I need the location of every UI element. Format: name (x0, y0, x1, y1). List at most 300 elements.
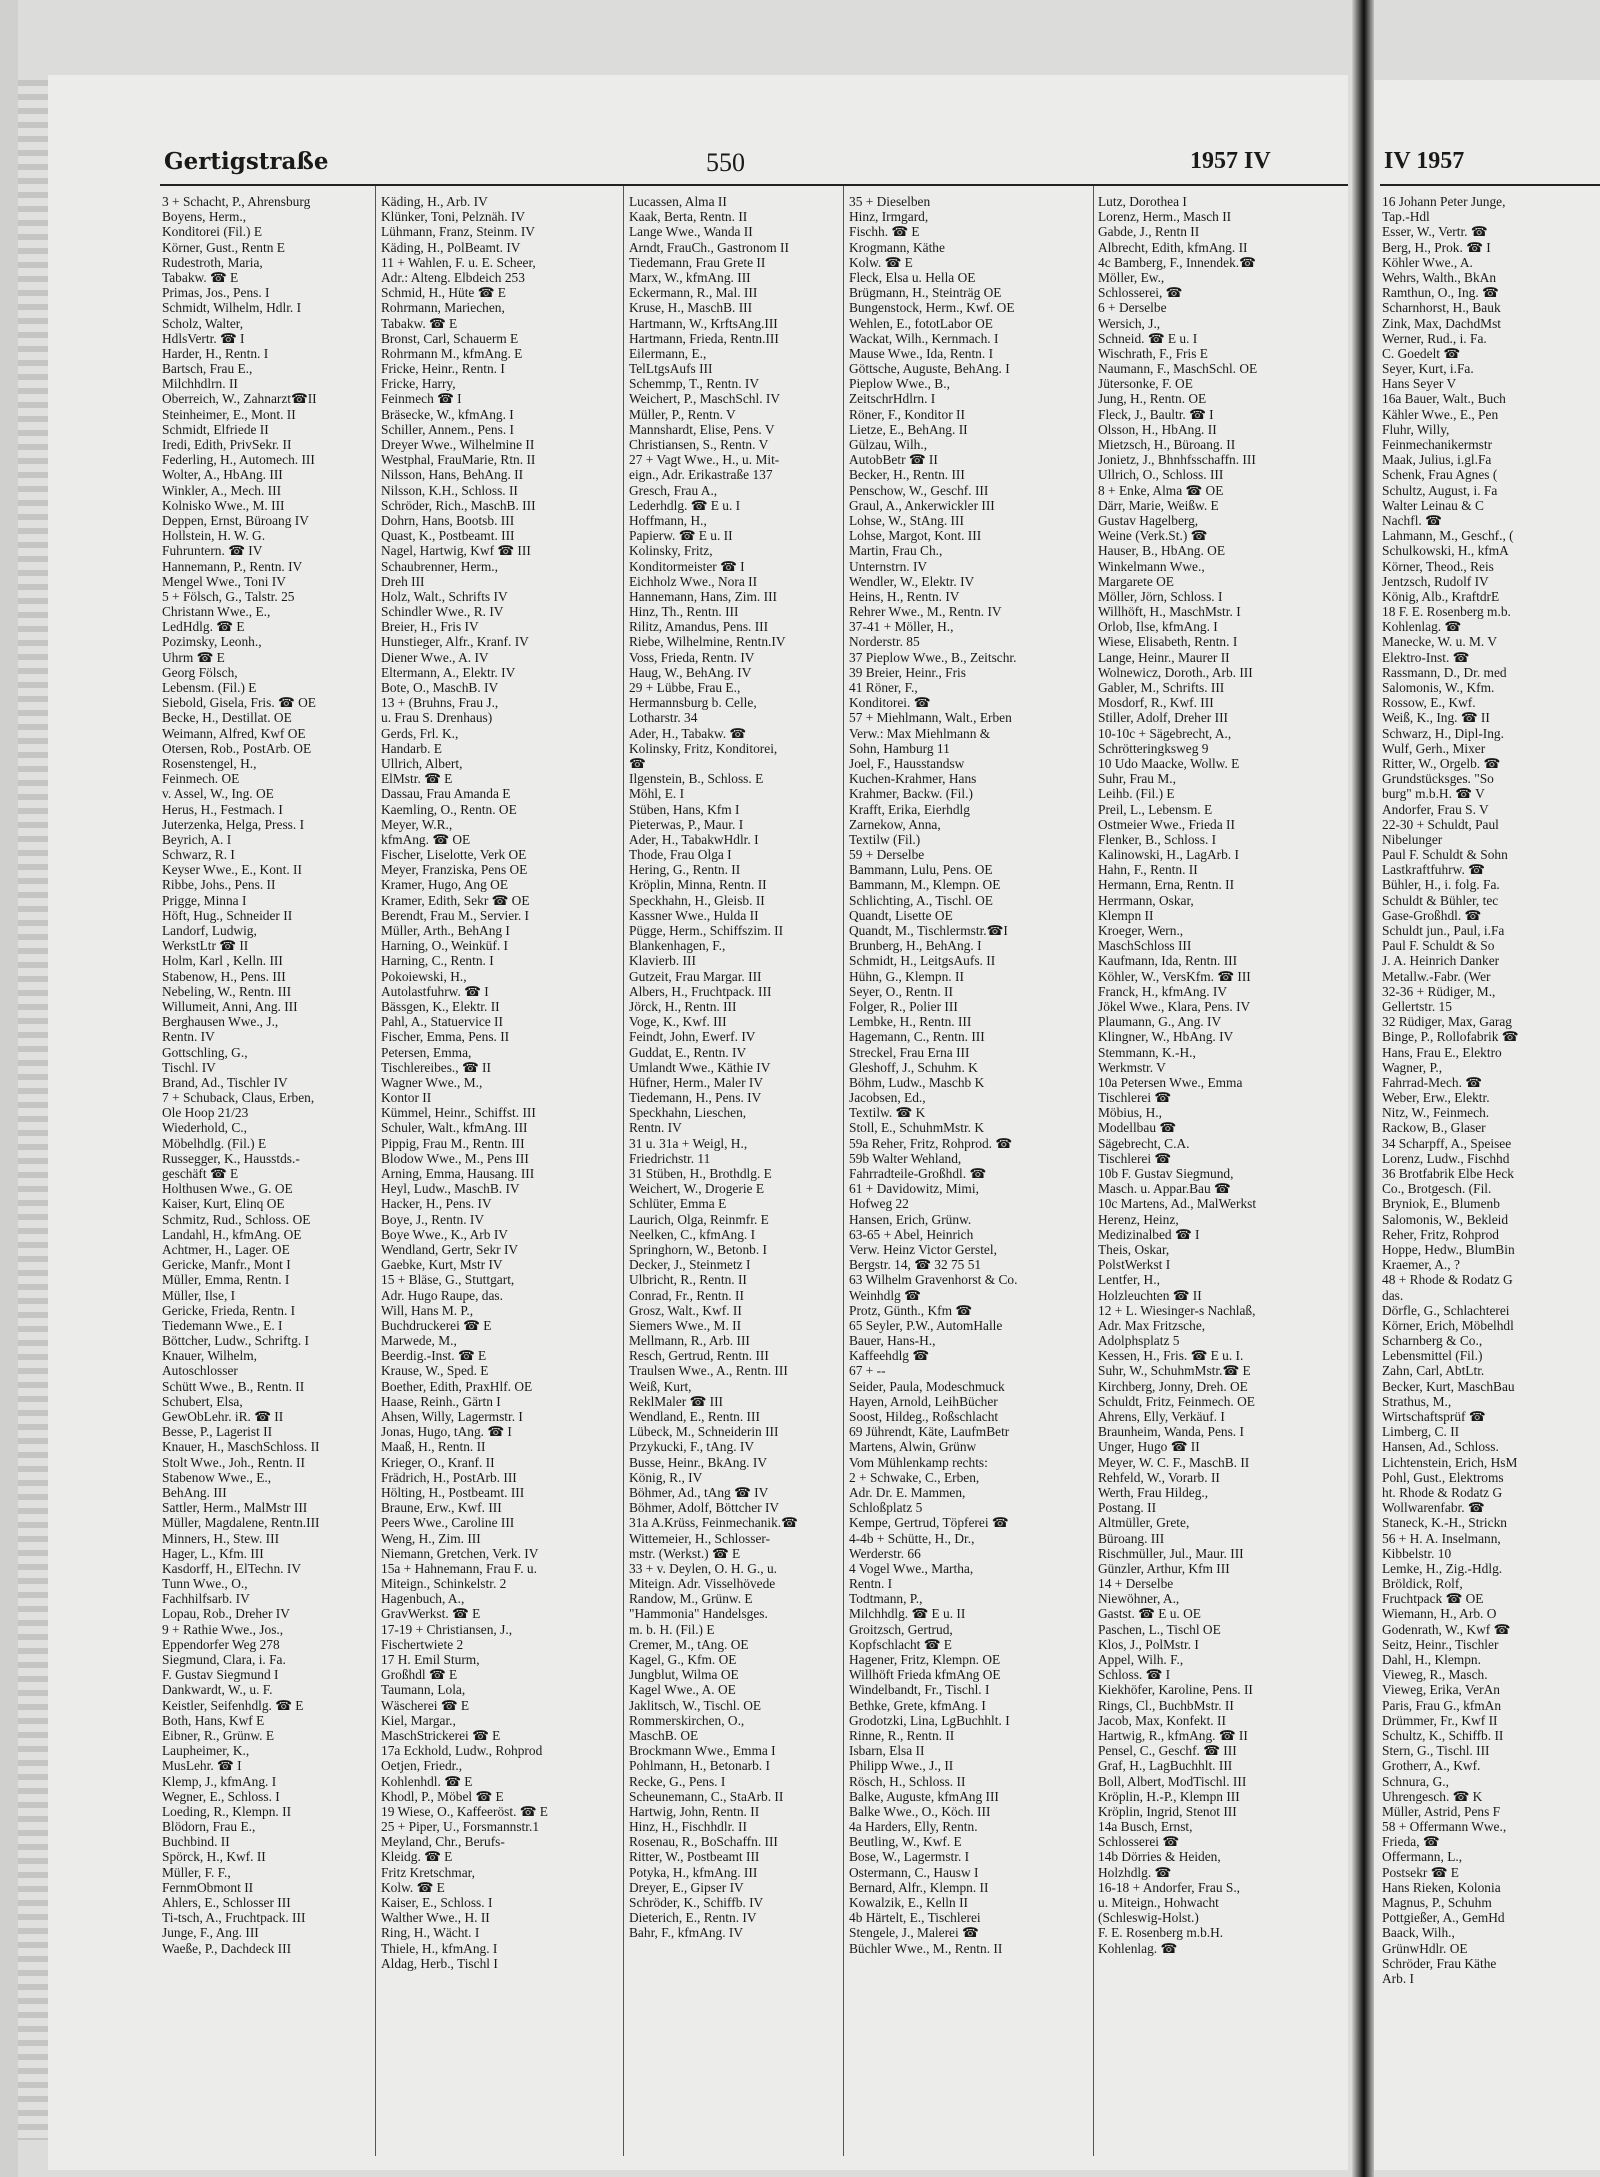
directory-entry-line: Staneck, K.-H., Strickn (1382, 1515, 1507, 1531)
directory-entry-line: Becker, Kurt, MaschBau (1382, 1378, 1515, 1394)
directory-entry-line: Frädrich, H., PostArb. III (381, 1469, 517, 1485)
directory-entry-line: Co., Brotgesch. (Fil. (1382, 1181, 1492, 1197)
directory-entry-line: Rehrer Wwe., M., Rentn. IV (849, 604, 1002, 620)
directory-entry-line: Stiller, Adolf, Dreher III (1098, 710, 1228, 726)
directory-entry-line: 32-36 + Rüdiger, M., (1382, 983, 1496, 999)
directory-entry-line: Jonas, Hugo, tAng. ☎ I (381, 1424, 512, 1440)
directory-entry-line: Nebeling, W., Rentn. III (162, 983, 292, 999)
directory-entry-line: Hahn, F., Rentn. II (1098, 862, 1198, 878)
directory-entry-line: Müller, Magdalene, Rentn.III (162, 1515, 320, 1531)
directory-entry-line: Gellertstr. 15 (1382, 998, 1452, 1014)
directory-entry-line: Tabakw. ☎ E (162, 269, 239, 285)
directory-entry-line: Boether, Edith, PraxHlf. OE (381, 1378, 533, 1394)
directory-entry-line: Jaklitsch, W., Tischl. OE (629, 1697, 762, 1713)
directory-entry-line: 4 Vogel Wwe., Martha, (849, 1560, 974, 1576)
directory-entry-line: Textilw. ☎ K (849, 1105, 926, 1121)
directory-entry-line: "Hammonia" Handelsges. (629, 1606, 768, 1622)
directory-entry-line: Hüfner, Herm., Maler IV (629, 1074, 764, 1090)
directory-entry-line: 4a Harders, Elly, Rentn. (849, 1819, 978, 1835)
directory-entry-line: Buchdruckerei ☎ E (381, 1317, 492, 1333)
directory-entry-line: Wiemann, H., Arb. O (1382, 1606, 1497, 1622)
directory-entry-line: Seyer, O., Rentn. II (849, 983, 953, 999)
directory-entry-line: Friedrichstr. 11 (629, 1150, 711, 1166)
directory-entry-line: Nachfl. ☎ (1382, 512, 1442, 528)
directory-entry-line: Wagner Wwe., M., (381, 1074, 483, 1090)
directory-entry-line: Bühler, H., i. folg. Fa. (1382, 877, 1500, 893)
directory-entry-line: Nilsson, Hans, BehAng. II (381, 467, 524, 483)
directory-entry-line: Guddat, E., Rentn. IV (629, 1044, 747, 1060)
directory-entry-line: Marwede, M., (381, 1333, 457, 1349)
directory-entry-line: 10a Petersen Wwe., Emma (1098, 1074, 1243, 1090)
directory-entry-line: Holthusen Wwe., G. OE (162, 1181, 293, 1197)
directory-entry-line: Maak, Julius, i.gl.Fa (1382, 452, 1492, 468)
directory-entry-line: 57 + Miehlmann, Walt., Erben (849, 710, 1012, 726)
page-edge (0, 0, 18, 2177)
directory-entry-line: Thiele, H., kfmAng. I (381, 1940, 498, 1956)
directory-entry-line: Hinz, Irmgard, (849, 209, 929, 225)
directory-entry-line: Möbelhdlg. (Fil.) E (162, 1135, 267, 1151)
directory-entry-line: Schindler Wwe., R. IV (381, 604, 504, 620)
directory-entry-line: Willhöft, H., MaschMstr. I (1098, 604, 1241, 620)
directory-entry-line: Klos, J., PolMstr. I (1098, 1636, 1199, 1652)
directory-entry-line: Müller, Arth., BehAng I (381, 923, 510, 938)
directory-entry-line: Franck, H., kfmAng. IV (1098, 983, 1228, 999)
directory-entry-line: Fricke, Heinr., Rentn. I (381, 361, 505, 377)
directory-entry-line: GrünwHdlr. OE (1382, 1940, 1468, 1956)
directory-entry-line: m. b. H. (Fil.) E (629, 1621, 715, 1637)
directory-entry-line: Konditormeister ☎ I (629, 558, 745, 574)
directory-entry-line: Salomonis, W., Kfm. (1382, 680, 1495, 695)
directory-entry-line: Lübeck, M., Schneiderin III (629, 1424, 779, 1440)
directory-entry-line: Feinmechanikermstr (1382, 437, 1493, 452)
directory-entry-line: 3 + Schacht, P., Ahrensburg (162, 194, 311, 209)
directory-entry-line: Pieterwas, P., Maur. I (629, 816, 744, 832)
directory-entry-line: Büroang. III (1098, 1530, 1165, 1546)
directory-entry-line: Ritter, W., Postbeamt III (629, 1849, 760, 1865)
directory-entry-line: WerkstLtr ☎ II (162, 938, 249, 954)
directory-entry-line: Haase, Reinh., Gärtn I (381, 1393, 501, 1409)
directory-entry-line: König, Alb., KraftdrE (1382, 588, 1500, 604)
directory-entry-line: Kohlenhdl. ☎ E (381, 1773, 473, 1789)
directory-entry-line: Rehfeld, W., Vorarb. II (1098, 1469, 1220, 1485)
directory-entry-line: Schmidt, Elfriede II (162, 421, 269, 437)
directory-entry-line: Will, Hans M. P., (381, 1302, 474, 1318)
directory-entry-line: Arning, Emma, Hausang. III (381, 1166, 535, 1181)
directory-entry-line: Busse, Heinr., BkAng. IV (629, 1454, 767, 1470)
directory-entry-line: Lotharstr. 34 (629, 710, 698, 726)
directory-entry-line: Rischmüller, Jul., Maur. III (1098, 1545, 1244, 1561)
directory-entry-line: 36 Brotfabrik Elbe Heck (1382, 1166, 1515, 1181)
directory-entry-line: Rackow, B., Glaser (1382, 1120, 1486, 1136)
directory-entry-line: Kuchen-Krahmer, Hans (849, 771, 977, 787)
directory-entry-line: Keyser Wwe., E., Kont. II (162, 862, 302, 878)
directory-entry-line: Meyer, W. C. F., MaschB. II (1098, 1454, 1250, 1470)
directory-entry-line: MaschStrickerei ☎ E (381, 1727, 501, 1743)
directory-entry-line: 25 + Piper, U., Forsmannstr.1 (381, 1819, 540, 1835)
directory-entry-line: Siemers Wwe., M. II (629, 1317, 742, 1333)
directory-entry-line: Gase-Großhdl. ☎ (1382, 907, 1482, 923)
directory-entry-line: Grundstücksges. "So (1382, 771, 1494, 787)
directory-entry-line: Todtmann, P., (849, 1591, 923, 1607)
directory-entry-line: Offermann, L., (1382, 1849, 1463, 1865)
directory-entry-line: Hagemann, C., Rentn. III (849, 1029, 985, 1045)
directory-entry-line: Ader, H., Tabakw. ☎ (629, 725, 747, 741)
directory-entry-line: Martin, Frau Ch., (849, 543, 943, 559)
directory-entry-line: Waeße, P., Dachdeck III (162, 1940, 292, 1956)
directory-entry-line: Randow, M., Grünw. E (629, 1591, 753, 1607)
directory-entry-line: Nilsson, K.H., Schloss. II (381, 482, 518, 498)
directory-entry-line: Seitz, Heinr., Tischler (1382, 1636, 1499, 1652)
directory-entry-line: Mietzsch, H., Büroang. II (1098, 437, 1236, 452)
directory-entry-line: Kolw. ☎ E (381, 1879, 445, 1895)
directory-entry-line: Binge, P., Rollofabrik ☎ (1382, 1029, 1519, 1045)
directory-entry-line: Milchhdlg. ☎ E u. II (849, 1606, 966, 1622)
directory-entry-line: Tunn Wwe., O., (162, 1576, 248, 1592)
directory-entry-line: Verw.: Max Miehlmann & (849, 725, 991, 741)
directory-entry-line: Gaebke, Kurt, Mstr IV (381, 1257, 503, 1273)
directory-entry-line: Kröplin, Ingrid, Stenot III (1098, 1803, 1237, 1819)
directory-entry-line: Pügge, Herm., Schiffszim. II (629, 923, 784, 938)
directory-entry-line: Windelbandt, Fr., Tischl. I (849, 1682, 990, 1698)
directory-entry-line: Gabler, M., Schrifts. III (1098, 680, 1225, 695)
directory-entry-line: Esser, W., Vertr. ☎ (1382, 224, 1488, 240)
directory-entry-line: Sohn, Hamburg 11 (849, 740, 950, 756)
directory-entry-line: Speckhahn, H., Gleisb. II (629, 892, 765, 908)
directory-entry-line: Eibner, R., Grünw. E (162, 1727, 275, 1743)
directory-entry-line: Hagenbuch, A., (381, 1591, 465, 1607)
directory-entry-line: Ti-tsch, A., Fruchtpack. III (162, 1910, 306, 1926)
directory-entry-line: 37-41 + Möller, H., (849, 619, 954, 635)
directory-entry-line: ☎ (629, 755, 646, 771)
directory-entry-line: Thode, Frau Olga I (629, 847, 732, 863)
directory-entry-line: Eckermann, R., Mal. III (629, 285, 758, 301)
directory-entry-line: Schröder, Rich., MaschB. III (381, 497, 536, 513)
directory-entry-line: Tischl. IV (162, 1059, 216, 1075)
directory-entry-line: 56 + H. A. Inselmann, (1382, 1530, 1501, 1546)
directory-entry-line: Westphal, FrauMarie, Rtn. II (381, 452, 536, 468)
directory-entry-line: Both, Hans, Kwf E (162, 1712, 265, 1728)
directory-entry-line: Bronst, Carl, Schauerm E (381, 330, 519, 346)
directory-entry-line: das. (1382, 1287, 1404, 1303)
directory-entry-line: Günzler, Arthur, Kfm III (1098, 1560, 1230, 1576)
directory-entry-line: Weichert, W., Drogerie E (629, 1181, 765, 1197)
directory-entry-line: Werth, Frau Hildeg., (1098, 1484, 1209, 1500)
directory-entry-line: Fleck, Elsa u. Hella OE (849, 269, 976, 285)
directory-entry-line: Stengele, J., Malerei ☎ (849, 1925, 979, 1941)
directory-entry-line: Maaß, H., Rentn. II (381, 1439, 486, 1455)
directory-entry-line: Baack, Wilh., (1382, 1925, 1455, 1941)
directory-entry-line: Brockmann Wwe., Emma I (629, 1743, 776, 1759)
directory-entry-line: Drümmer, Fr., Kwf II (1382, 1712, 1498, 1728)
directory-entry-line: Fruchtpack ☎ OE (1382, 1591, 1484, 1607)
directory-entry-line: Werderstr. 66 (849, 1545, 921, 1561)
directory-entry-line: Klingner, W., HbAng. IV (1098, 1029, 1234, 1045)
directory-entry-line: Kaiser, E., Schloss. I (381, 1895, 493, 1910)
directory-entry-line: Suhr, W., SchuhmMstr.☎ E (1098, 1363, 1251, 1379)
directory-entry-line: Boll, Albert, ModTischl. III (1098, 1773, 1247, 1789)
directory-entry-line: 6 + Derselbe (1098, 300, 1167, 316)
directory-entry-line: Aldag, Herb., Tischl I (381, 1955, 498, 1971)
directory-entry-line: Lahmann, M., Geschf., ( (1382, 528, 1514, 544)
directory-entry-line: Lentfer, H., (1098, 1272, 1160, 1288)
directory-entry-line: Lichtenstein, Erich, HsM (1382, 1454, 1518, 1470)
directory-entry-line: Krafft, Erika, Eierhdlg (849, 801, 970, 817)
directory-entry-line: Philipp Wwe., J., II (849, 1758, 954, 1774)
directory-entry-line: mstr. (Werkst.) ☎ E (629, 1545, 741, 1561)
directory-entry-line: Ahrens, Elly, Verkäuf. I (1098, 1409, 1225, 1424)
directory-entry-line: Graul, A., Ankerwickler III (849, 497, 995, 513)
directory-entry-line: u. Frau S. Drenhaus) (381, 710, 493, 726)
directory-entry-line: Gleshoff, J., Schuhm. K (849, 1059, 978, 1075)
directory-entry-line: Miteign. Adr. Visselhövede (629, 1576, 776, 1592)
directory-entry-line: Fischh. ☎ E (849, 224, 920, 240)
directory-entry-line: Schmidt, H., LeitgsAufs. II (849, 953, 996, 969)
directory-entry-line: Diener Wwe., A. IV (381, 649, 489, 665)
directory-entry-line: Siegmund, Clara, i. Fa. (162, 1652, 286, 1667)
directory-entry-line: Pahl, A., Statuervice II (381, 1014, 503, 1030)
directory-entry-line: Kaffeehdlg ☎ (849, 1348, 930, 1364)
directory-entry-line: Kruse, H., MaschB. III (629, 300, 753, 316)
directory-entry-line: Schuldt, Fritz, Feinmech. OE (1098, 1393, 1255, 1409)
directory-entry-line: Kiekhöfer, Karoline, Pens. II (1098, 1682, 1253, 1698)
directory-entry-line: Lastkraftfuhrw. ☎ (1382, 862, 1485, 878)
directory-entry-line: Dassau, Frau Amanda E (381, 786, 511, 802)
directory-entry-line: 27 + Vagt Wwe., H., u. Mit- (629, 452, 780, 468)
directory-entry-line: Appel, Wilh. F., (1098, 1652, 1184, 1667)
directory-entry-line: Penschow, W., Geschf. III (849, 482, 989, 498)
directory-entry-line: Vieweg, R., Masch. (1382, 1667, 1488, 1683)
directory-entry-line: TelLtgsAufs III (629, 361, 713, 377)
directory-column-2 (381, 194, 619, 2154)
directory-entry-line: Hermann, Erna, Rentn. II (1098, 877, 1235, 893)
directory-entry-line: Schemmp, T., Rentn. IV (629, 376, 760, 392)
directory-entry-line: Winkler, A., Mech. III (162, 482, 282, 498)
directory-entry-line: Magnus, P., Schuhm (1382, 1895, 1492, 1910)
directory-entry-line: 4b Härtelt, E., Tischlerei (849, 1910, 981, 1926)
directory-entry-line: Dahl, H., Klempn. (1382, 1652, 1481, 1667)
page-number: 550 (706, 148, 745, 177)
directory-entry-line: Hinz, H., Fischhdlr. II (629, 1819, 747, 1835)
directory-entry-line: Federling, H., Automech. III (162, 452, 315, 468)
directory-entry-line: Hans, Frau E., Elektro (1382, 1044, 1502, 1060)
directory-entry-line: Kaak, Berta, Rentn. II (629, 209, 748, 225)
directory-entry-line: Martens, Alwin, Grünw (849, 1439, 977, 1455)
directory-entry-line: Bahr, F., kfmAng. IV (629, 1925, 744, 1941)
directory-entry-line: Schröder, Frau Käthe (1382, 1955, 1497, 1971)
directory-entry-line: Holz, Walt., Schrifts IV (381, 588, 508, 604)
directory-entry-line: 22-30 + Schuldt, Paul (1382, 816, 1499, 832)
directory-entry-line: Stabenow, H., Pens. III (162, 968, 286, 984)
directory-entry-line: Hauser, B., HbAng. OE (1098, 543, 1226, 559)
directory-entry-line: Taumann, Lola, (381, 1682, 466, 1698)
directory-entry-line: Kroeger, Wern., (1098, 923, 1184, 938)
directory-entry-line: Reher, Fritz, Rohprod (1382, 1226, 1499, 1242)
directory-entry-line: Sattler, Herm., MalMstr III (162, 1500, 308, 1516)
directory-entry-line: Preil, L., Lebensm. E (1098, 801, 1213, 817)
directory-entry-line: Paul F. Schuldt & Sohn (1382, 847, 1508, 863)
next-page-header-rule (1380, 184, 1600, 186)
directory-entry-line: Balke Wwe., O., Köch. III (849, 1803, 991, 1819)
directory-entry-line: Kaufmann, Ida, Rentn. III (1098, 953, 1238, 969)
directory-entry-line: Isbarn, Elsa II (849, 1743, 925, 1759)
directory-entry-line: Feinmech. OE (162, 771, 240, 787)
directory-entry-line: Wiese, Elisabeth, Rentn. I (1098, 634, 1238, 650)
directory-entry-line: Weine (Verk.St.) ☎ (1098, 528, 1208, 544)
directory-entry-line: Käding, H., PolBeamt. IV (381, 239, 521, 255)
directory-entry-line: Pottgießer, A., GemHd (1382, 1910, 1505, 1926)
directory-entry-line: Tabakw. ☎ E (381, 315, 458, 331)
directory-entry-line: F. E. Rosenberg m.b.H. (1098, 1925, 1224, 1941)
directory-entry-line: 7 + Schuback, Claus, Erben, (162, 1090, 315, 1106)
directory-entry-line: Vieweg, Erika, VerAn (1382, 1682, 1500, 1698)
directory-entry-line: F. Gustav Siegmund I (162, 1667, 279, 1683)
directory-entry-line: Schaubrenner, Herm., (381, 558, 498, 574)
directory-entry-line: Gresch, Frau A., (629, 482, 718, 498)
directory-entry-line: Stoll, E., SchuhmMstr. K (849, 1120, 985, 1136)
directory-entry-line: Peers Wwe., Caroline III (381, 1515, 515, 1531)
directory-entry-line: Zink, Max, DachdMst (1382, 315, 1502, 331)
directory-entry-line: Scheunemann, C., StaArb. II (629, 1788, 784, 1804)
directory-entry-line: Jung, H., Rentn. OE (1098, 391, 1207, 407)
directory-entry-line: 59b Walter Wehland, (849, 1150, 962, 1166)
directory-entry-line: Leihb. (Fil.) E (1098, 786, 1175, 802)
directory-entry-line: Metallw.-Fabr. (Wer (1382, 968, 1491, 984)
directory-entry-line: 15a + Hahnemann, Frau F. u. (381, 1560, 537, 1576)
directory-entry-line: Stern, G., Tischl. III (1382, 1743, 1490, 1759)
directory-entry-line: Schwarz, H., Dipl-Ing. (1382, 725, 1504, 741)
directory-entry-line: Fischertwiete 2 (381, 1636, 464, 1652)
directory-entry-line: Wirtschaftsprüf ☎ (1382, 1409, 1486, 1424)
directory-entry-line: Lembke, H., Rentn. III (849, 1014, 972, 1030)
directory-entry-line: Schulkowski, H., kfmA (1382, 543, 1509, 559)
directory-entry-line: 33 + v. Deylen, O. H. G., u. (629, 1560, 778, 1576)
directory-entry-line: ReklMaler ☎ III (629, 1393, 724, 1409)
directory-entry-line: Tiedemann Wwe., E. I (162, 1317, 283, 1333)
directory-entry-line: 17 H. Emil Sturm, (381, 1652, 480, 1667)
directory-entry-line: Jökel Wwe., Klara, Pens. IV (1098, 998, 1251, 1014)
directory-entry-line: 4-4b + Schütte, H., Dr., (849, 1530, 975, 1546)
directory-entry-line: Buchbind. II (162, 1834, 230, 1850)
directory-entry-line: Wischrath, F., Fris E (1098, 345, 1208, 361)
directory-entry-line: Manecke, W. u. M. V (1382, 634, 1498, 650)
directory-entry-line: Handarb. E (381, 740, 442, 756)
column-divider (623, 186, 624, 2156)
directory-entry-line: Müller, Ilse, I (162, 1287, 236, 1303)
directory-entry-line: Bröldick, Rolf, (1382, 1576, 1463, 1592)
directory-entry-line: 10b F. Gustav Siegmund, (1098, 1166, 1234, 1181)
directory-entry-line: Salomonis, W., Bekleid (1382, 1211, 1509, 1227)
directory-entry-line: 37 Pieplow Wwe., B., Zeitschr. (849, 649, 1017, 665)
directory-entry-line: Wäscherei ☎ E (381, 1697, 470, 1713)
directory-entry-line: ElMstr. ☎ E (381, 771, 453, 787)
directory-entry-line: Käding, H., Arb. IV (381, 194, 488, 209)
directory-entry-line: Jungblut, Wilma OE (629, 1667, 739, 1683)
directory-entry-line: Seider, Paula, Modeschmuck (849, 1378, 1005, 1394)
directory-entry-line: Ahlers, E., Schlosser III (162, 1895, 291, 1910)
directory-entry-line: Harning, O., Weinküf. I (381, 938, 508, 954)
directory-entry-line: Wolnewicz, Doroth., Arb. III (1098, 664, 1253, 680)
directory-entry-line: Adr. Hugo Raupe, das. (381, 1287, 503, 1303)
directory-entry-line: Tischlerei ☎ (1098, 1090, 1172, 1106)
directory-entry-line: Dörfle, G., Schlachterei (1382, 1302, 1510, 1318)
directory-entry-line: Lebensm. (Fil.) E (162, 680, 257, 695)
directory-entry-line: Hartwig, R., kfmAng. ☎ II (1098, 1727, 1248, 1743)
directory-entry-line: Braune, Erw., Kwf. III (381, 1500, 502, 1516)
directory-entry-line: Uhrm ☎ E (162, 649, 225, 665)
directory-entry-line: Dankwardt, W., u. F. (162, 1682, 273, 1698)
directory-entry-line: Marx, W., kfmAng. III (629, 269, 751, 285)
directory-entry-line: Jonietz, J., Bhnhfsschaffn. III (1098, 452, 1256, 468)
directory-entry-line: 31 u. 31a + Weigl, H., (629, 1135, 748, 1151)
directory-entry-line: Besse, P., Lagerist II (162, 1424, 273, 1440)
directory-entry-line: Adr. Max Fritzsche, (1098, 1317, 1206, 1333)
directory-entry-line: 41 Röner, F., (849, 680, 918, 695)
directory-entry-line: Kontor II (381, 1090, 432, 1106)
directory-entry-line: Siebold, Gisela, Fris. ☎ OE (162, 695, 316, 711)
directory-entry-line: Bässgen, K., Elektr. II (381, 998, 500, 1014)
directory-entry-line: Kümmel, Heinr., Schiffst. III (381, 1105, 536, 1121)
directory-entry-line: Pippig, Frau M., Rentn. III (381, 1135, 525, 1151)
directory-entry-line: Postang. II (1098, 1500, 1157, 1516)
directory-entry-line: Schlüter, Emma E (629, 1196, 727, 1212)
directory-entry-line: Quandt, M., Tischlermstr.☎I (849, 923, 1008, 938)
directory-entry-line: Nitz, W., Feinmech. (1382, 1105, 1490, 1121)
directory-entry-line: Klavierb. III (629, 953, 696, 969)
directory-entry-line: Schloss. ☎ I (1098, 1667, 1171, 1683)
directory-entry-line: 8 + Enke, Alma ☎ OE (1098, 482, 1224, 498)
directory-entry-line: Laupheimer, K., (162, 1743, 250, 1759)
directory-entry-line: Fachhilfsarb. IV (162, 1591, 250, 1607)
directory-entry-line: Grosz, Walt., Kwf. II (629, 1302, 742, 1318)
directory-entry-line: (Schleswig-Holst.) (1098, 1910, 1199, 1926)
directory-entry-line: 10 Udo Maacke, Wollw. E (1098, 755, 1240, 771)
directory-entry-line: Arndt, FrauCh., Gastronom II (629, 239, 789, 255)
directory-entry-line: Arb. I (1382, 1970, 1414, 1986)
directory-entry-line: Herenz, Heinz, (1098, 1211, 1179, 1227)
directory-entry-line: Sägebrecht, C.A. (1098, 1135, 1190, 1151)
directory-entry-line: Lemke, H., Zig.-Hdlg. (1382, 1560, 1503, 1576)
directory-entry-line: Achtmer, H., Lager. OE (162, 1241, 290, 1257)
directory-column-3 (629, 194, 839, 2154)
directory-entry-line: 14 + Derselbe (1098, 1576, 1174, 1592)
directory-entry-line: Uhrengesch. ☎ K (1382, 1788, 1483, 1804)
directory-entry-line: Milchhdlrn. II (162, 376, 238, 392)
directory-entry-line: Naumann, F., MaschSchl. OE (1098, 361, 1258, 377)
directory-entry-line: Meyland, Chr., Berufs- (381, 1834, 505, 1850)
directory-entry-line: Körner, Gust., Rentn E (162, 239, 285, 255)
directory-entry-line: Hoppe, Hedw., BlumBin (1382, 1241, 1515, 1257)
directory-entry-line: 63 Wilhelm Gravenhorst & Co. (849, 1272, 1018, 1288)
directory-entry-line: Wulf, Gerh., Mixer (1382, 740, 1486, 756)
directory-entry-line: GravWerkst. ☎ E (381, 1606, 481, 1622)
directory-entry-line: Meyer, W.R., (381, 816, 453, 832)
directory-entry-line: Rudestroth, Maria, (162, 254, 263, 270)
directory-entry-line: eign., Adr. Erikastraße 137 (629, 467, 773, 483)
directory-entry-line: Lange, Heinr., Maurer II (1098, 649, 1230, 665)
directory-entry-line: Wendler, W., Elektr. IV (849, 573, 975, 589)
directory-entry-line: Ritter, W., Orgelb. ☎ (1382, 755, 1501, 771)
directory-entry-line: Kiel, Margar., (381, 1712, 456, 1728)
directory-entry-line: Margarete OE (1098, 573, 1174, 589)
directory-entry-line: Fritz Kretschmar, (381, 1864, 475, 1880)
directory-entry-line: Papierw. ☎ E u. II (629, 528, 733, 544)
directory-entry-line: Hartwig, John, Rentn. II (629, 1803, 760, 1819)
directory-entry-line: Flenker, B., Schloss. I (1098, 831, 1217, 847)
directory-entry-line: Körner, Theod., Reis (1382, 558, 1494, 574)
directory-entry-line: Winkelmann Wwe., (1098, 558, 1205, 574)
directory-entry-line: Springhorn, W., Betonb. I (629, 1241, 767, 1257)
directory-entry-line: Balke, Auguste, kfmAng III (849, 1788, 999, 1804)
